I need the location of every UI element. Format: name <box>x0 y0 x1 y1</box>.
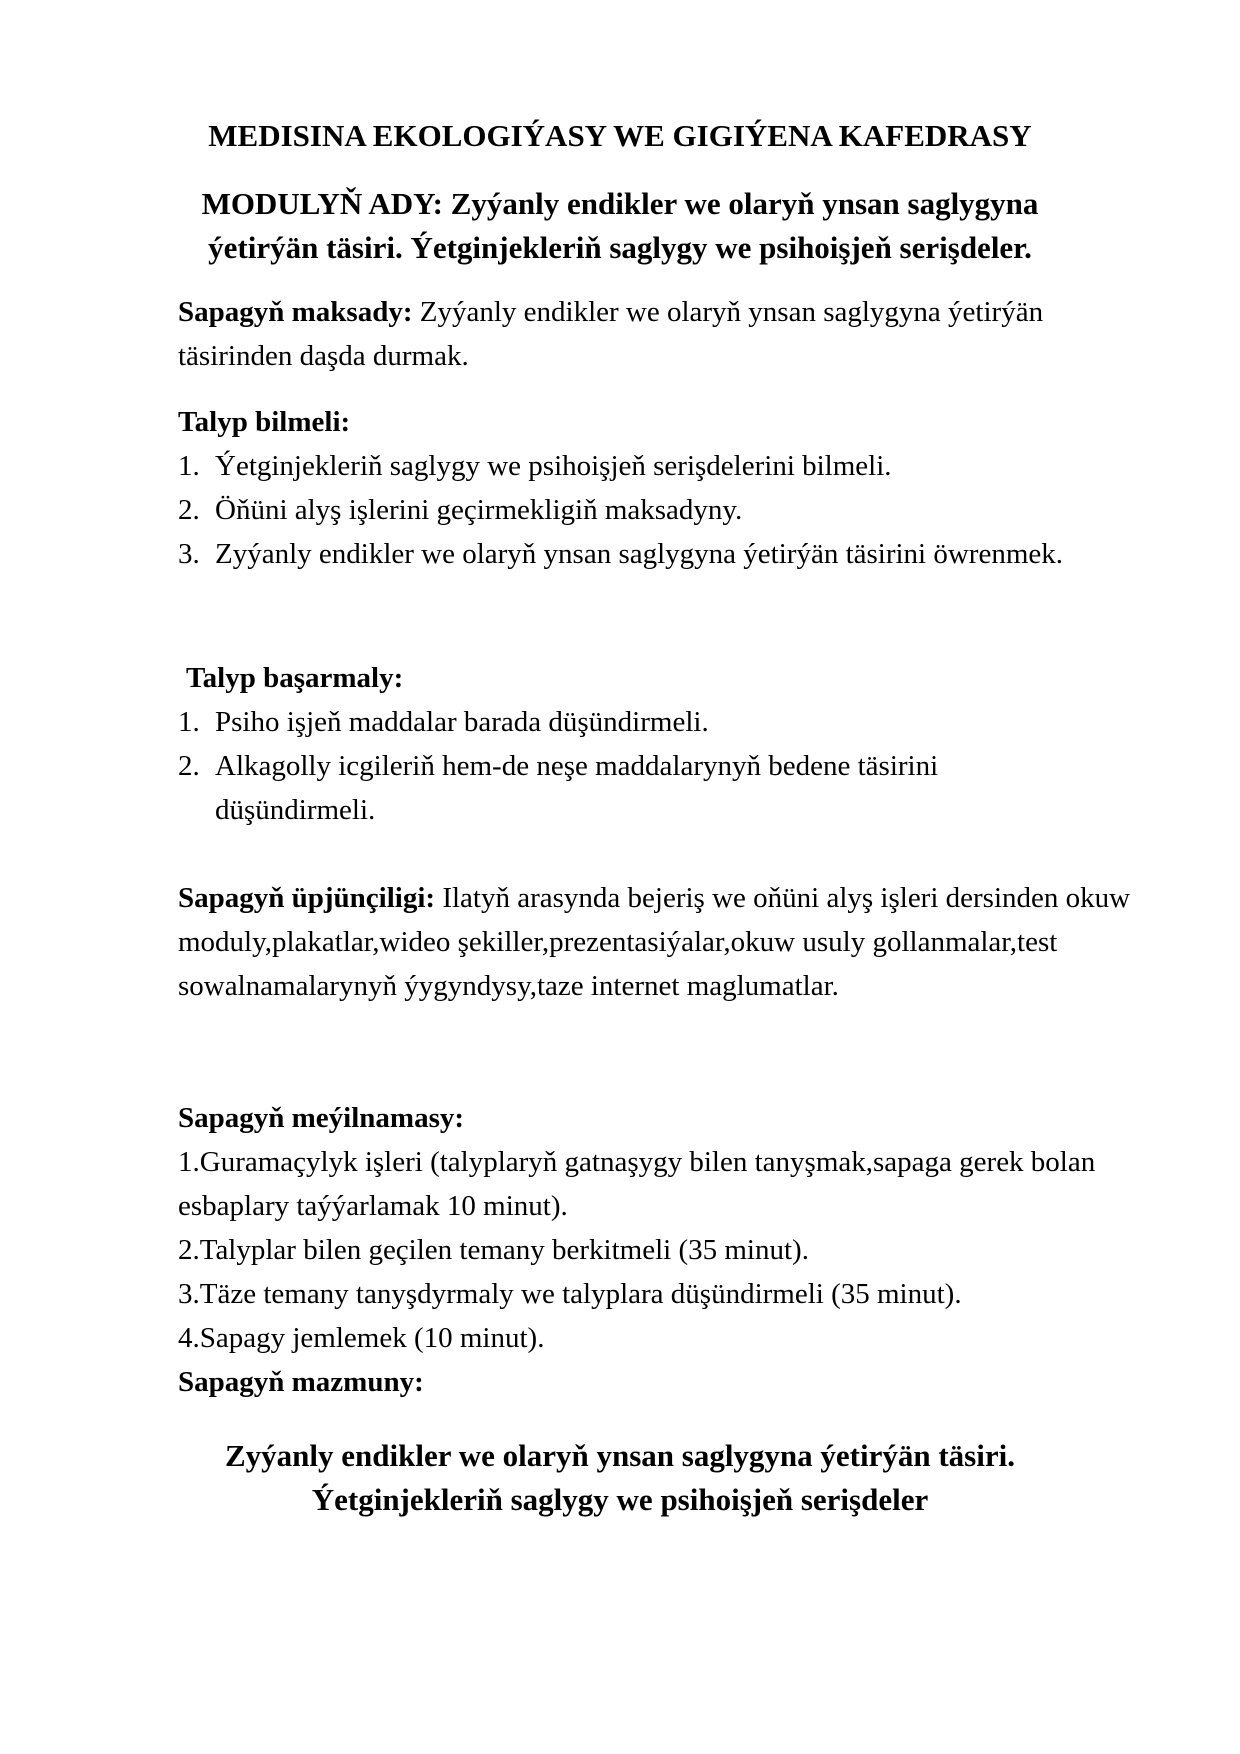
equipment-section <box>178 876 1153 1008</box>
module-name-line-2: ýetirýän täsiri. Ýetginjekleriň saglygy we psihoişjeň serişdeler. <box>208 230 1032 265</box>
department-title: MEDISINA EKOLOGIÝASY WE GIGIÝENA KAFEDRASY <box>208 118 1032 153</box>
list-item <box>178 444 1078 488</box>
plan-section <box>178 1096 1168 1404</box>
plan-item: 2.Talyplar bilen geçilen temany berkitmeli (35 minut). <box>178 1234 809 1266</box>
module-name-line-1: Zyýanly endikler we olaryň ynsan saglygyna <box>450 186 1039 221</box>
plan-item: 1.Guramaçylyk işleri (talyplaryň gatnaşygy bilen tanyşmak,sapaga gerek bolan esbaplary taýýarlamak 10 minut). <box>178 1146 1096 1222</box>
list-item-text: Öňüni alyş işlerini geçirmekligiň maksadyny. <box>215 494 743 526</box>
list-item-number: 2. <box>178 494 200 526</box>
must-do-heading: Talyp başarmaly: <box>186 662 404 694</box>
list-item <box>178 700 1078 744</box>
must-know-list <box>178 444 1078 576</box>
lesson-goal <box>178 290 1078 378</box>
list-item <box>178 532 1078 576</box>
module-label: MODULYŇ ADY: <box>201 186 443 221</box>
list-item-number: 2. <box>178 750 200 782</box>
plan-heading: Sapagyň meýilnamasy: <box>178 1102 465 1134</box>
list-item-text: Ýetginjekleriň saglygy we psihoişjeň serişdelerini bilmeli. <box>215 450 892 482</box>
list-item <box>178 488 1078 532</box>
must-know-heading: Talyp bilmeli: <box>178 406 351 438</box>
content-title <box>0 1434 1240 1522</box>
list-item-number: 1. <box>178 450 200 482</box>
list-item <box>178 744 1078 832</box>
content-title-line-2: Ýetginjekleriň saglygy we psihoişjeň serişdeler <box>311 1482 929 1517</box>
goal-text: Zyýanly endikler we olaryň ynsan saglygyna ýetirýän täsirinden daşda durmak. <box>178 296 1044 372</box>
list-item-text: Psiho işjeň maddalar barada düşündirmeli. <box>215 706 709 738</box>
must-do-list <box>178 700 1078 832</box>
must-do-section <box>178 656 1078 832</box>
list-item-number: 1. <box>178 706 200 738</box>
must-know-section <box>178 400 1078 576</box>
module-title <box>0 182 1240 270</box>
plan-item: 3.Täze temany tanyşdyrmaly we talyplara düşündirmeli (35 minut). <box>178 1278 962 1310</box>
list-item-text: Zyýanly endikler we olaryň ynsan saglygyna ýetirýän täsirini öwrenmek. <box>215 538 1064 570</box>
module-title-line-1 <box>0 182 1240 226</box>
plan-item: 4.Sapagy jemlemek (10 minut). <box>178 1322 545 1354</box>
equipment-text: Ilatyň arasynda bejeriş we oňüni alyş işleri dersinden okuw moduly,plakatlar,wideo şekiller,prezentasiýalar,okuw usuly gollanmalar,test sowalnamalarynyň ýygyndysy,taze internet maglumatlar. <box>178 882 1131 1002</box>
list-item-number: 3. <box>178 538 200 570</box>
content-title-line-1: Zyýanly endikler we olaryň ynsan saglygyna ýetirýän täsiri. <box>225 1438 1015 1473</box>
content-heading: Sapagyň mazmuny: <box>178 1366 424 1398</box>
goal-label: Sapagyň maksady: <box>178 296 413 328</box>
equipment-label: Sapagyň üpjünçiligi: <box>178 882 436 914</box>
list-item-text: Alkagolly icgileriň hem-de neşe maddalarynyň bedene täsirini düşündirmeli. <box>215 750 939 826</box>
